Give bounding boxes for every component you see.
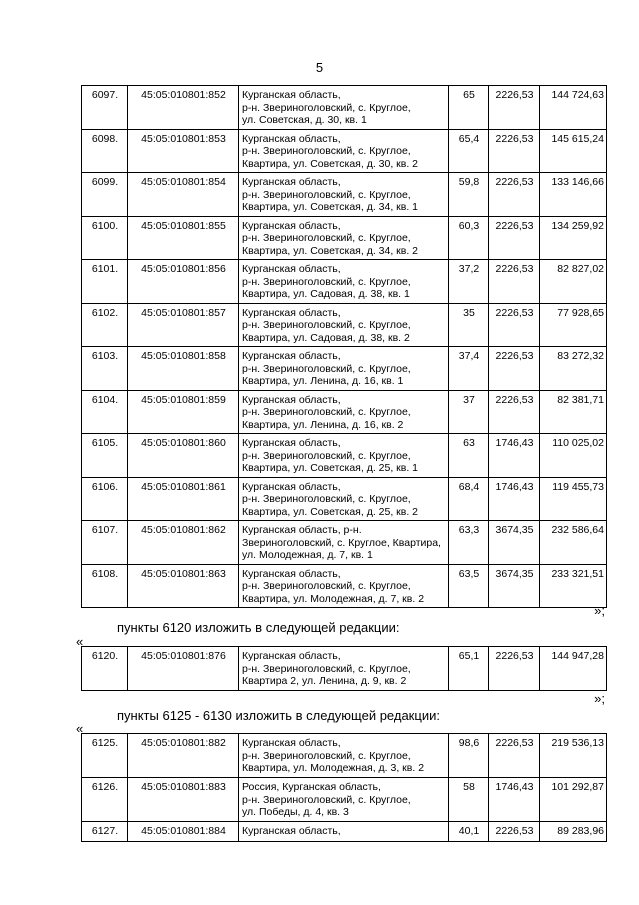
address-cell: Курганская область, р-н. Звериноголовский, с. Круглое, ул. Советская, д. 30, кв. 1 [239, 86, 449, 130]
unit-price-cell: 2226,53 [489, 347, 540, 391]
cadastral-number-cell: 45:05:010801:853 [128, 129, 239, 173]
address-cell: Россия, Курганская область, р-н. Звериноголовский, с. Круглое, ул. Победы, д. 4, кв. 3 [239, 778, 449, 822]
item-number-cell: 6126. [82, 778, 128, 822]
item-number-cell: 6127. [82, 822, 128, 842]
cadastral-number-cell: 45:05:010801:862 [128, 521, 239, 565]
cadastral-number-cell: 45:05:010801:859 [128, 390, 239, 434]
cadastral-number-cell: 45:05:010801:854 [128, 173, 239, 217]
cadastral-number-cell: 45:05:010801:863 [128, 564, 239, 608]
table-row [82, 303, 607, 347]
cadastral-number-cell: 45:05:010801:858 [128, 347, 239, 391]
unit-price-cell: 2226,53 [489, 216, 540, 260]
table-row [82, 734, 607, 778]
cadastral-cost-cell: 144 947,28 [540, 647, 607, 691]
cadastral-number-cell: 45:05:010801:876 [128, 647, 239, 691]
table-row [82, 173, 607, 217]
address-cell: Курганская область, р-н. Звериноголовский, с. Круглое, Квартира, ул. Садовая, д. 38, кв. 1 [239, 260, 449, 304]
cadastral-number-cell: 45:05:010801:856 [128, 260, 239, 304]
address-cell: Курганская область, р-н. Звериноголовский, с. Круглое, Квартира, ул. Советская, д. 34, кв. 2 [239, 216, 449, 260]
item-number-cell: 6101. [82, 260, 128, 304]
unit-price-cell: 3674,35 [489, 564, 540, 608]
unit-price-cell: 2226,53 [489, 303, 540, 347]
cadastral-number-cell: 45:05:010801:884 [128, 822, 239, 842]
area-cell: 35 [449, 303, 489, 347]
item-number-cell: 6106. [82, 477, 128, 521]
table-row [82, 434, 607, 478]
cadastral-cost-cell: 101 292,87 [540, 778, 607, 822]
unit-price-cell: 2226,53 [489, 86, 540, 130]
area-cell: 58 [449, 778, 489, 822]
table-row [82, 86, 607, 130]
unit-price-cell: 3674,35 [489, 521, 540, 565]
closing-quote: »; [594, 691, 605, 706]
unit-price-cell: 2226,53 [489, 260, 540, 304]
cadastral-number-cell: 45:05:010801:852 [128, 86, 239, 130]
opening-quote: « [76, 634, 84, 649]
cadastral-cost-cell: 134 259,92 [540, 216, 607, 260]
page-number: 5 [315, 60, 324, 75]
unit-price-cell: 2226,53 [489, 390, 540, 434]
cadastral-cost-cell: 82 381,71 [540, 390, 607, 434]
item-number-cell: 6100. [82, 216, 128, 260]
cadastral-number-cell: 45:05:010801:857 [128, 303, 239, 347]
unit-price-cell: 2226,53 [489, 822, 540, 842]
area-cell: 65,4 [449, 129, 489, 173]
address-cell: Курганская область, р-н. Звериноголовский, с. Круглое, Квартира, ул. Молодежная, д. 7, кв. 1 [239, 521, 449, 565]
table-row [82, 564, 607, 608]
area-cell: 37,4 [449, 347, 489, 391]
item-number-cell: 6102. [82, 303, 128, 347]
item-number-cell: 6105. [82, 434, 128, 478]
table-row [82, 647, 607, 691]
cadastral-cost-cell: 119 455,73 [540, 477, 607, 521]
area-cell: 59,8 [449, 173, 489, 217]
table-row [82, 521, 607, 565]
address-cell: Курганская область, р-н. Звериноголовский, с. Круглое, Квартира, ул. Советская, д. 30, кв. 2 [239, 129, 449, 173]
area-cell: 63,5 [449, 564, 489, 608]
closing-quote: »; [594, 603, 605, 618]
cadastral-cost-cell: 77 928,65 [540, 303, 607, 347]
table-row [82, 390, 607, 434]
cadastral-number-cell: 45:05:010801:882 [128, 734, 239, 778]
address-cell: Курганская область, р-н. Звериноголовский, с. Круглое, Квартира, ул. Советская, д. 25, кв. 2 [239, 477, 449, 521]
address-cell: Курганская область, р-н. Звериноголовский, с. Круглое, Квартира, ул. Молодежная, д. 3, кв. 2 [239, 734, 449, 778]
item-number-cell: 6125. [82, 734, 128, 778]
cadastral-cost-cell: 145 615,24 [540, 129, 607, 173]
item-number-cell: 6104. [82, 390, 128, 434]
table-row [82, 216, 607, 260]
cadastral-cost-cell: 82 827,02 [540, 260, 607, 304]
register-table-1 [81, 85, 607, 608]
opening-quote: « [76, 721, 84, 736]
address-cell: Курганская область, р-н. Звериноголовский, с. Круглое, Квартира, ул. Молодежная, д. 7, кв. 2 [239, 564, 449, 608]
address-cell: Курганская область, р-н. Звериноголовский, с. Круглое, Квартира, ул. Ленина, д. 16, кв. 1 [239, 347, 449, 391]
table-row [82, 822, 607, 842]
area-cell: 60,3 [449, 216, 489, 260]
amendment-instruction: пункты 6125 - 6130 изложить в следующей редакции: [117, 708, 440, 723]
cadastral-number-cell: 45:05:010801:883 [128, 778, 239, 822]
cadastral-number-cell: 45:05:010801:860 [128, 434, 239, 478]
unit-price-cell: 1746,43 [489, 477, 540, 521]
unit-price-cell: 2226,53 [489, 734, 540, 778]
cadastral-cost-cell: 232 586,64 [540, 521, 607, 565]
item-number-cell: 6108. [82, 564, 128, 608]
address-cell: Курганская область, р-н. Звериноголовский, с. Круглое, Квартира, ул. Садовая, д. 38, кв. 2 [239, 303, 449, 347]
unit-price-cell: 1746,43 [489, 778, 540, 822]
item-number-cell: 6107. [82, 521, 128, 565]
unit-price-cell: 2226,53 [489, 129, 540, 173]
address-cell: Курганская область, р-н. Звериноголовский, с. Круглое, Квартира, ул. Советская, д. 34, кв. 1 [239, 173, 449, 217]
cadastral-cost-cell: 144 724,63 [540, 86, 607, 130]
register-table-3 [81, 733, 607, 842]
table-row [82, 778, 607, 822]
area-cell: 98,6 [449, 734, 489, 778]
cadastral-cost-cell: 219 536,13 [540, 734, 607, 778]
area-cell: 37 [449, 390, 489, 434]
item-number-cell: 6099. [82, 173, 128, 217]
area-cell: 68,4 [449, 477, 489, 521]
unit-price-cell: 1746,43 [489, 434, 540, 478]
unit-price-cell: 2226,53 [489, 647, 540, 691]
unit-price-cell: 2226,53 [489, 173, 540, 217]
address-cell: Курганская область, р-н. Звериноголовский, с. Круглое, Квартира, ул. Ленина, д. 16, кв. 2 [239, 390, 449, 434]
cadastral-cost-cell: 133 146,66 [540, 173, 607, 217]
table-row [82, 260, 607, 304]
cadastral-cost-cell: 83 272,32 [540, 347, 607, 391]
item-number-cell: 6098. [82, 129, 128, 173]
register-table-2 [81, 646, 607, 691]
address-cell: Курганская область, р-н. Звериноголовский, с. Круглое, Квартира, ул. Советская, д. 25, кв. 1 [239, 434, 449, 478]
table-row [82, 129, 607, 173]
cadastral-cost-cell: 233 321,51 [540, 564, 607, 608]
area-cell: 37,2 [449, 260, 489, 304]
area-cell: 63,3 [449, 521, 489, 565]
area-cell: 63 [449, 434, 489, 478]
amendment-instruction: пункты 6120 изложить в следующей редакции: [117, 620, 400, 635]
table-row [82, 347, 607, 391]
area-cell: 40,1 [449, 822, 489, 842]
cadastral-cost-cell: 89 283,96 [540, 822, 607, 842]
cadastral-number-cell: 45:05:010801:861 [128, 477, 239, 521]
table-row [82, 477, 607, 521]
item-number-cell: 6103. [82, 347, 128, 391]
address-cell: Курганская область, р-н. Звериноголовский, с. Круглое, Квартира 2, ул. Ленина, д. 9, кв. 2 [239, 647, 449, 691]
item-number-cell: 6097. [82, 86, 128, 130]
area-cell: 65 [449, 86, 489, 130]
cadastral-number-cell: 45:05:010801:855 [128, 216, 239, 260]
item-number-cell: 6120. [82, 647, 128, 691]
address-cell: Курганская область, [239, 822, 449, 842]
cadastral-cost-cell: 110 025,02 [540, 434, 607, 478]
area-cell: 65,1 [449, 647, 489, 691]
